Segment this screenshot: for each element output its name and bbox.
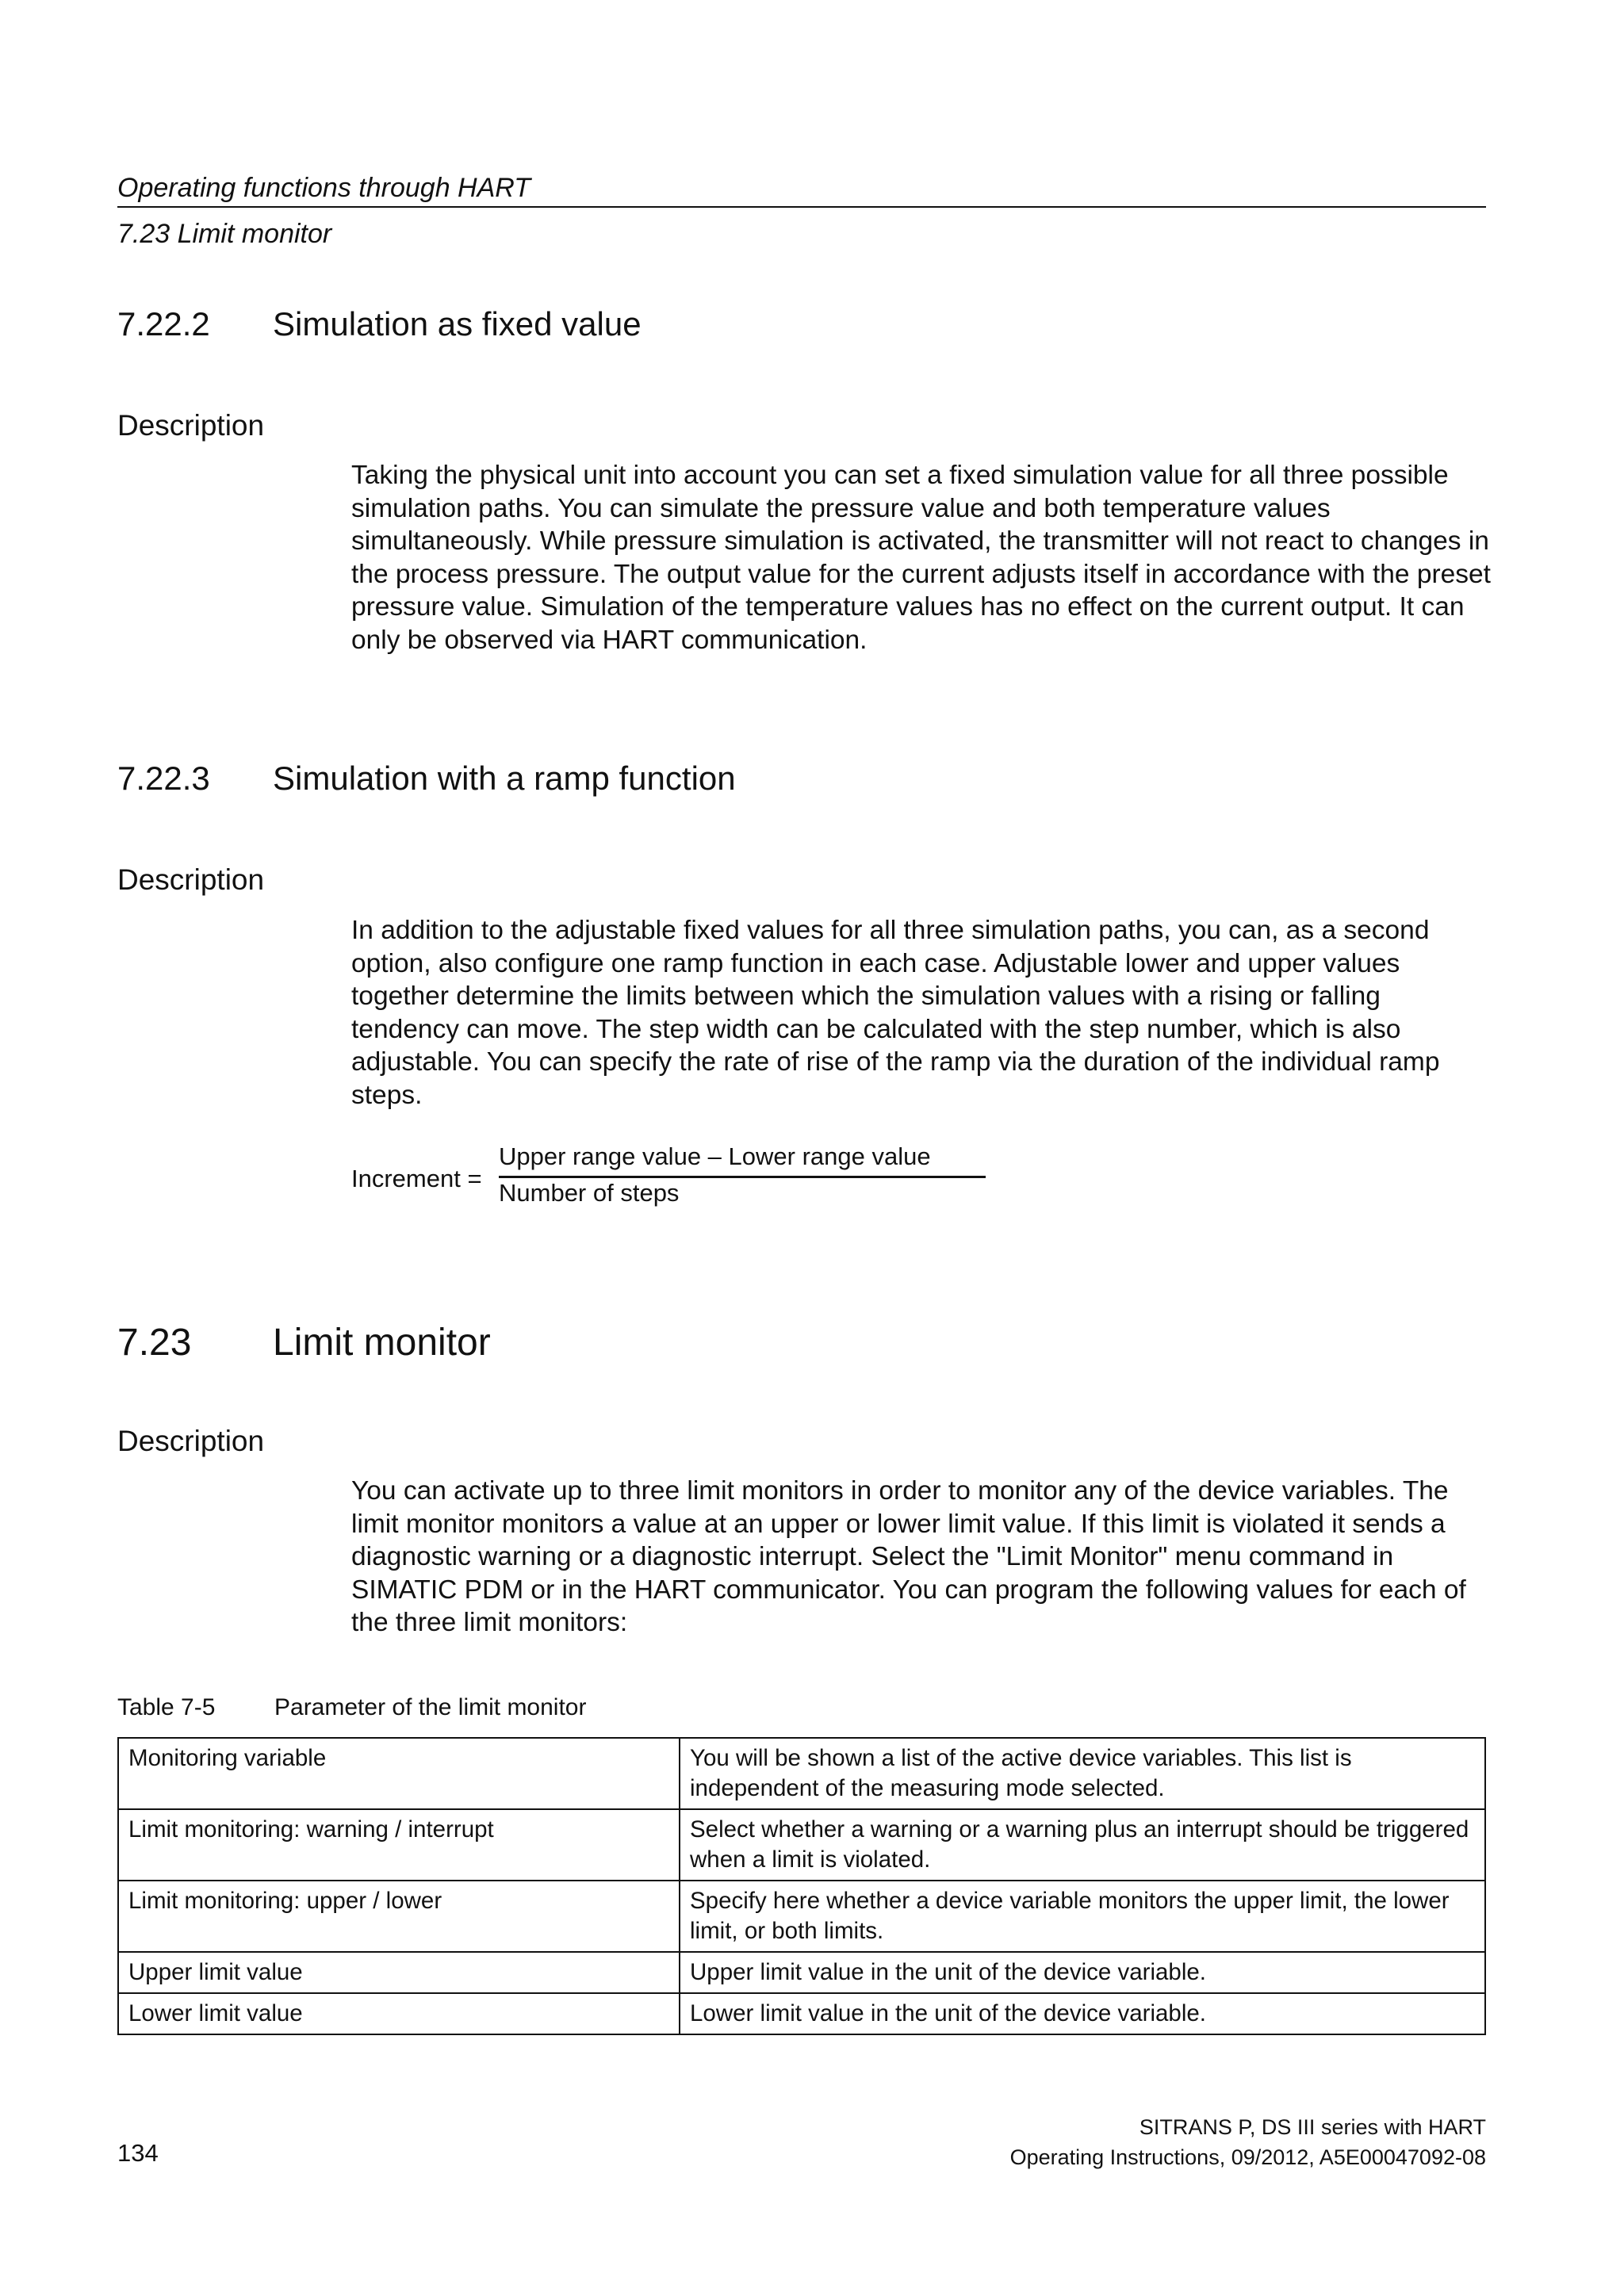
limit-monitor-parameter-table [117,1737,1486,2035]
fraction-bar [499,1176,986,1178]
running-header [117,165,1486,257]
description-cell: You will be shown a list of the active device variables. This list is independent of the measuring mode selected. [680,1738,1485,1809]
page-number: 134 [117,2139,159,2167]
subheading-description: Description [117,1425,265,1457]
description-cell: Upper limit value in the unit of the device variable. [680,1952,1485,1993]
paragraph-limit-monitor: You can activate up to three limit monitors in order to monitor any of the device variables. The limit monitor monitors a value at an upper or lower limit value. If this limit is violated it sends a diagnostic warning or a diagnostic interrupt. Select the "Limit Monitor" menu command in SIMATIC PDM or in the HART communicator. You can program the following values for each of the three limit monitors: [351,1476,1466,1638]
description-cell: Specify here whether a device variable monitors the upper limit, the lower limit, or both limits. [680,1881,1485,1952]
heading-7-22-2 [117,304,1486,344]
formula-label: Increment = [351,1165,482,1192]
section-title: Limit monitor [273,1322,491,1364]
description-cell: Select whether a warning or a warning plus an interrupt should be triggered when a limit is violated. [680,1809,1485,1881]
table-caption-text: Parameter of the limit monitor [274,1694,587,1720]
header-rule [117,206,1486,208]
subheading-description: Description [117,863,265,896]
section-title: Simulation with a ramp function [273,760,736,797]
footer-document-info [1010,2112,1486,2172]
parameter-cell: Lower limit value [118,1993,680,2034]
table-caption [117,1692,1486,1724]
section-number: 7.23 [117,1322,192,1364]
table-row [118,1952,1485,1993]
footer-product: SITRANS P, DS III series with HART [1139,2115,1486,2139]
description-cell: Lower limit value in the unit of the device variable. [680,1993,1485,2034]
formula-numerator: Upper range value – Lower range value [499,1142,931,1170]
heading-7-23 [117,1320,1486,1366]
parameter-cell: Limit monitoring: warning / interrupt [118,1809,680,1881]
formula-denominator: Number of steps [499,1179,680,1207]
table-row [118,1809,1485,1881]
subheading-description: Description [117,409,265,442]
table-caption-number: Table 7-5 [117,1694,216,1720]
table-row [118,1738,1485,1809]
footer-doc-info: Operating Instructions, 09/2012, A5E00047092-08 [1009,2145,1486,2169]
section-title: Simulation as fixed value [273,305,642,342]
heading-7-22-3 [117,759,1486,798]
table-row [118,1881,1485,1952]
paragraph-ramp-function: In addition to the adjustable fixed values for all three simulation paths, you can, as a second option, also configure one ramp function in each case. Adjustable lower and upper values together determine the limits between which the simulation values with a rising or falling tendency can move. The step width can be calculated with the step number, which is also adjustable. You can specify the rate of rise of the ramp via the duration of the individual ramp steps. [351,916,1440,1110]
header-chapter: Operating functions through HART [117,173,530,203]
table-row [118,1993,1485,2034]
header-section: 7.23 Limit monitor [117,219,332,249]
section-number: 7.22.2 [117,305,210,342]
paragraph-fixed-value: Taking the physical unit into account you can set a fixed simulation value for all three possible simulation paths. You can simulate the pressure value and both temperature values simultaneously. While pressure simulation is activated, the transmitter will not react to changes in the process pressure. The output value for the current adjusts itself in accordance with the preset pressure value. Simulation of the temperature values has no effect on the current output. It can only be observed via HART communication. [351,461,1491,655]
parameter-cell: Monitoring variable [118,1738,680,1809]
increment-formula [351,1142,986,1214]
parameter-cell: Upper limit value [118,1952,680,1993]
parameter-cell: Limit monitoring: upper / lower [118,1881,680,1952]
section-number: 7.22.3 [117,760,210,797]
